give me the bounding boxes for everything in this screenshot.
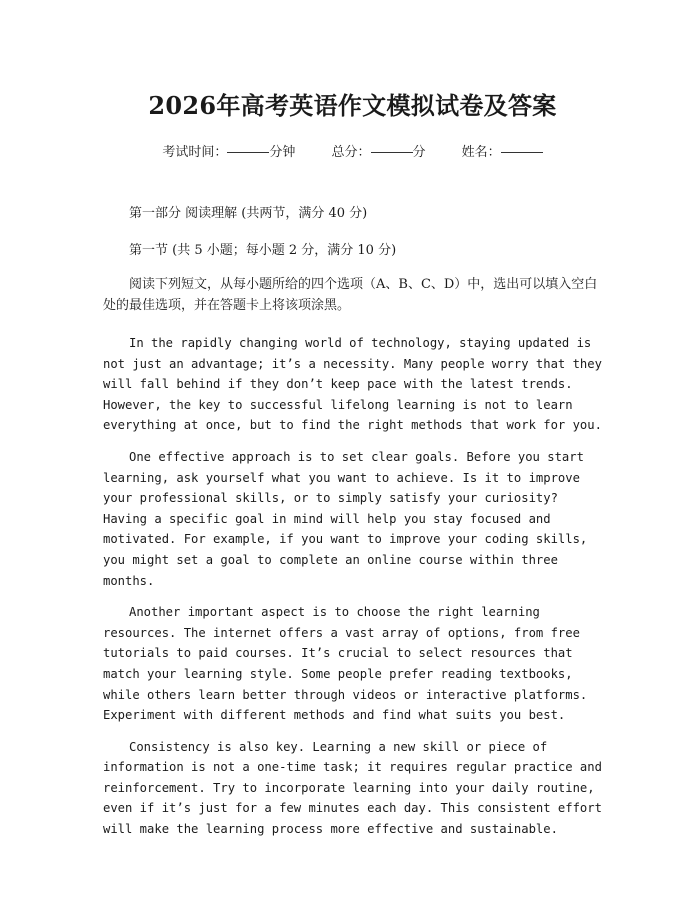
total-score-unit: 分	[412, 145, 426, 160]
exam-time-unit: 分钟	[269, 145, 296, 160]
exam-time-blank	[227, 152, 269, 153]
total-score-label: 总分：	[331, 145, 371, 160]
section-heading: 第一节 (共 5 小题；每小题 2 分，满分 10 分)	[129, 243, 397, 258]
total-score-field	[331, 145, 429, 160]
total-score-blank	[371, 152, 413, 153]
part-heading: 第一部分 阅读理解 (共两节，满分 40 分)	[129, 206, 368, 221]
name-label: 姓名：	[461, 145, 501, 160]
instruction-text: 阅读下列短文，从每小题所给的四个选项（A、B、C、D）中，选出可以填入空白处的最佳选项，并在答题卡上将该项涂黑。	[103, 277, 598, 313]
exam-time-label: 考试时间：	[162, 145, 228, 160]
exam-title: 2026年高考英语作文模拟试卷及答案	[148, 91, 557, 120]
passage-paragraph: One effective approach is to set clear goals. Before you start learning, ask yourself what you want to achieve. Is it to improve your professional skills, or to simply satisfy your curiosity? Having a specific goal in mind will help you stay focused and motivated. For example, if you want to improve your coding skills, you might set a goal to complete an online course within three months.	[103, 449, 588, 588]
passage-paragraph: In the rapidly changing world of technology, staying updated is not just an advantage; it’s a necessity. Many people worry that they will fall behind if they don’t keep pace with the latest trends. However, the key to successful lifelong learning is not to learn everything at once, but to find the right methods that work for you.	[103, 336, 602, 433]
name-blank	[501, 152, 543, 153]
exam-info-line	[103, 141, 602, 160]
name-field	[462, 145, 543, 160]
passage-paragraph: Consistency is also key. Learning a new skill or piece of information is not a one-time task; it requires regular practice and reinforcement. Try to incorporate learning into your daily routine, even if it’s just for a few minutes each day. This consistent effort will make the learning process more effective and sustainable.	[103, 739, 602, 837]
exam-time-field	[162, 145, 299, 160]
passage-paragraph: Another important aspect is to choose the right learning resources. The internet offers a vast array of options, from free tutorials to paid courses. It’s crucial to select resources that match your learning style. Some people prefer reading textbooks, while others learn better through videos or interactive platforms. Experiment with different methods and find what suits you best.	[103, 605, 588, 723]
